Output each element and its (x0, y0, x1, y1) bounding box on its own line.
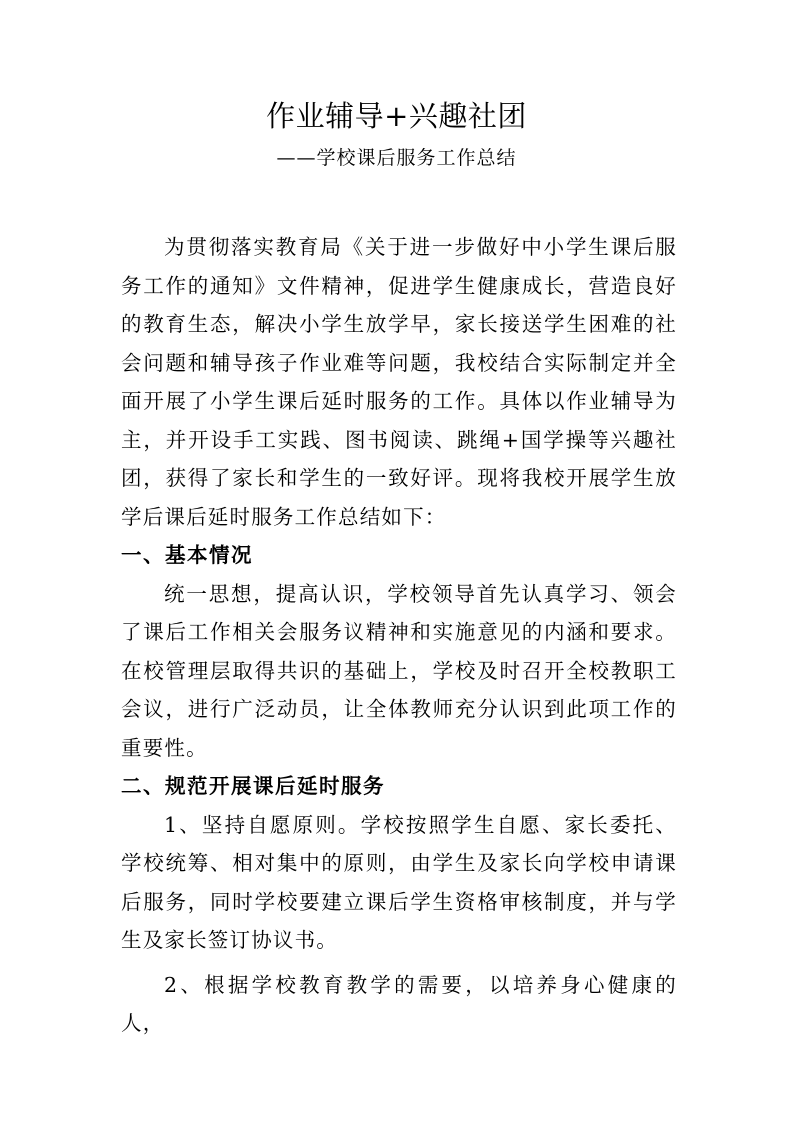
section-basic-paragraph: 统一思想，提高认识，学校领导首先认真学习、领会了课后工作相关会服务议精神和实施意见的内涵和要求。在校管理层取得共识的基础上，学校及时召开全校教职工会议，进行广泛动员，让全体教师充分认识到此项工作的重要性。 (121, 581, 677, 760)
document-body (121, 228, 677, 1043)
section-heading-basic: 一、基本情况 (121, 543, 253, 567)
intro-paragraph: 为贯彻落实教育局《关于进一步做好中小学生课后服务工作的通知》文件精神，促进学生健康成长，营造良好的教育生态，解决小学生放学早，家长接送学生困难的社会问题和辅导孩子作业难等问题，我校结合实际制定并全面开展了小学生课后延时服务的工作。具体以作业辅导为主，并开设手工实践、图书阅读、跳绳+国学操等兴趣社团，获得了家长和学生的一致好评。现将我校开展学生放学后课后延时服务工作总结如下： (121, 235, 677, 529)
section-heading-standardize: 二、规范开展课后延时服务 (121, 774, 385, 798)
section-standardize-item-2: 2、根据学校教育教学的需要，以培养身心健康的人， (121, 972, 677, 1035)
document-title: 作业辅导+兴趣社团 (266, 99, 527, 133)
document-subtitle: ——学校课后服务工作总结 (276, 147, 517, 169)
section-standardize-item-1: 1、坚持自愿原则。学校按照学生自愿、家长委托、学校统筹、相对集中的原则，由学生及家长向学校申请课后服务，同时学校要建立课后学生资格审核制度，并与学生及家长签订协议书。 (121, 812, 677, 952)
